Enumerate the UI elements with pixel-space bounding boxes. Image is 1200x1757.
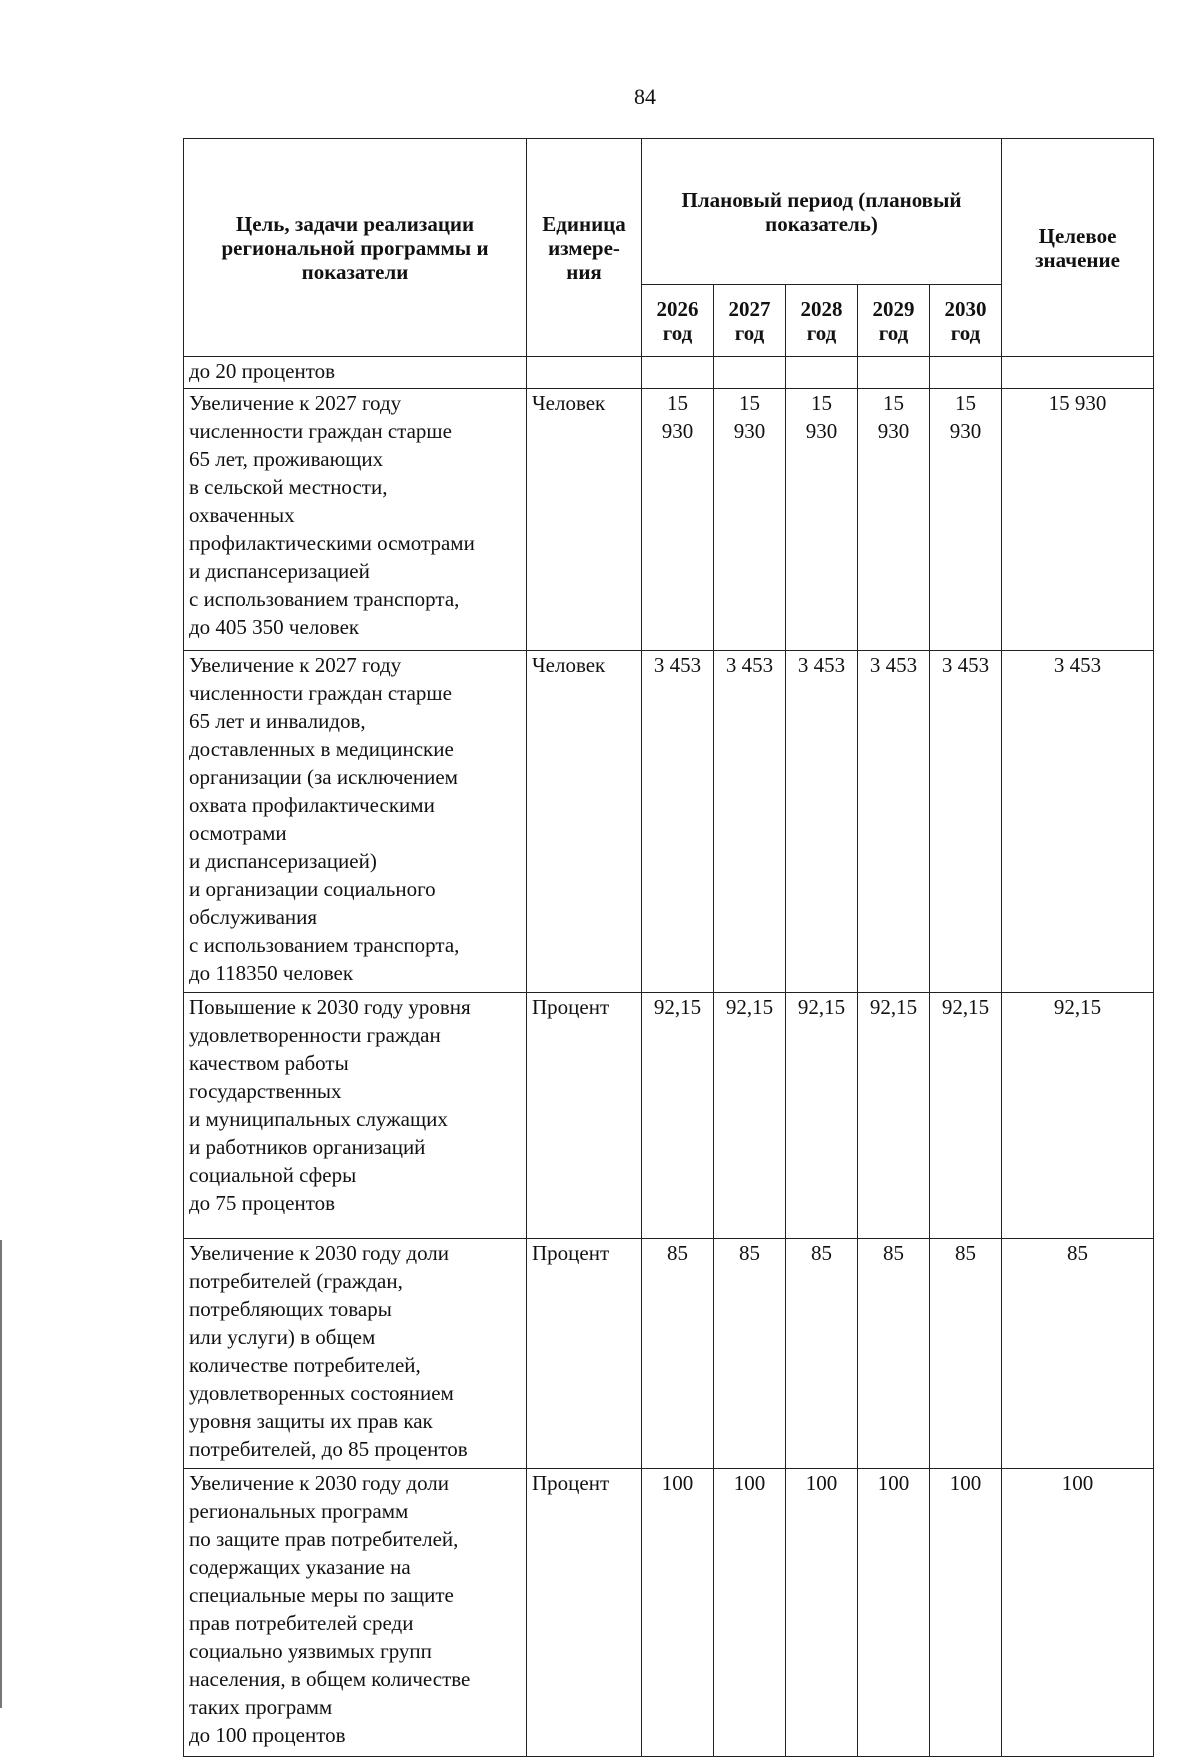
unit-cell: Процент [527,1239,642,1469]
value-2030: 100 [930,1469,1002,1757]
value-2026: 15 930 [642,389,714,651]
value-2027: 92,15 [714,993,786,1239]
target-value: 3 453 [1002,651,1154,993]
header-goal: Цель, задачи реализации региональной программы и показатели [184,139,527,357]
value-2028 [786,357,858,389]
value-2029: 92,15 [858,993,930,1239]
value-2026 [642,357,714,389]
value-2028: 3 453 [786,651,858,993]
value-2028: 15 930 [786,389,858,651]
indicators-table [183,138,1154,1757]
header-period: Плановый период (плановый показатель) [642,139,1002,285]
unit-cell: Процент [527,1469,642,1757]
unit-cell: Человек [527,389,642,651]
value-2029: 85 [858,1239,930,1469]
value-2026: 100 [642,1469,714,1757]
value-2027: 3 453 [714,651,786,993]
value-2026: 3 453 [642,651,714,993]
header-year-2029: 2029 год [858,285,930,357]
header-year-2028: 2028 год [786,285,858,357]
indicator-name: Увеличение к 2027 году численности граждан старше 65 лет, проживающих в сельской местности, охваченных профилактическими осмотрами и диспансеризацией с использованием транспорта, до 405 350 человек [184,389,527,651]
table-row [184,651,1154,993]
header-target: Целевое значение [1002,139,1154,357]
indicator-name: Повышение к 2030 году уровня удовлетворенности граждан качеством работы государственных и муниципальных служащих и работников организаций социальной сферы до 75 процентов [184,993,527,1239]
value-2026: 85 [642,1239,714,1469]
unit-cell [527,357,642,389]
page-number: 84 [634,84,656,109]
table-row [184,993,1154,1239]
value-2030 [930,357,1002,389]
unit-cell: Человек [527,651,642,993]
value-2028: 85 [786,1239,858,1469]
header-year-2027: 2027 год [714,285,786,357]
unit-cell: Процент [527,993,642,1239]
target-value: 100 [1002,1469,1154,1757]
value-2028: 100 [786,1469,858,1757]
value-2029: 3 453 [858,651,930,993]
value-2029: 15 930 [858,389,930,651]
value-2027: 15 930 [714,389,786,651]
table-row [184,1469,1154,1757]
value-2026: 92,15 [642,993,714,1239]
header-unit: Единица измере-ния [527,139,642,357]
scan-edge-line [0,1240,2,1708]
table-row [184,389,1154,651]
target-value: 15 930 [1002,389,1154,651]
indicator-name: Увеличение к 2030 году доли потребителей (граждан, потребляющих товары или услуги) в общем количестве потребителей, удовлетворенных состоянием уровня защиты их прав как потребителей, до 85 процентов [184,1239,527,1469]
value-2030: 92,15 [930,993,1002,1239]
target-value [1002,357,1154,389]
value-2030: 15 930 [930,389,1002,651]
value-2029 [858,357,930,389]
value-2027: 85 [714,1239,786,1469]
header-year-2030: 2030 год [930,285,1002,357]
table-row [184,1239,1154,1469]
value-2027: 100 [714,1469,786,1757]
header-year-2026: 2026 год [642,285,714,357]
value-2027 [714,357,786,389]
value-2028: 92,15 [786,993,858,1239]
indicator-name: Увеличение к 2030 году доли региональных программ по защите прав потребителей, содержащих указание на специальные меры по защите прав потребителей среди социально уязвимых групп населения, в общем количестве таких программ до 100 процентов [184,1469,527,1757]
table-row [184,357,1154,389]
value-2030: 85 [930,1239,1002,1469]
value-2030: 3 453 [930,651,1002,993]
target-value: 92,15 [1002,993,1154,1239]
indicator-name: Увеличение к 2027 году численности граждан старше 65 лет и инвалидов, доставленных в медицинские организации (за исключением охвата профилактическими осмотрами и диспансеризацией) и организации социального обслуживания с использованием транспорта, до 118350 человек [184,651,527,993]
value-2029: 100 [858,1469,930,1757]
indicator-name: до 20 процентов [184,357,527,389]
target-value: 85 [1002,1239,1154,1469]
